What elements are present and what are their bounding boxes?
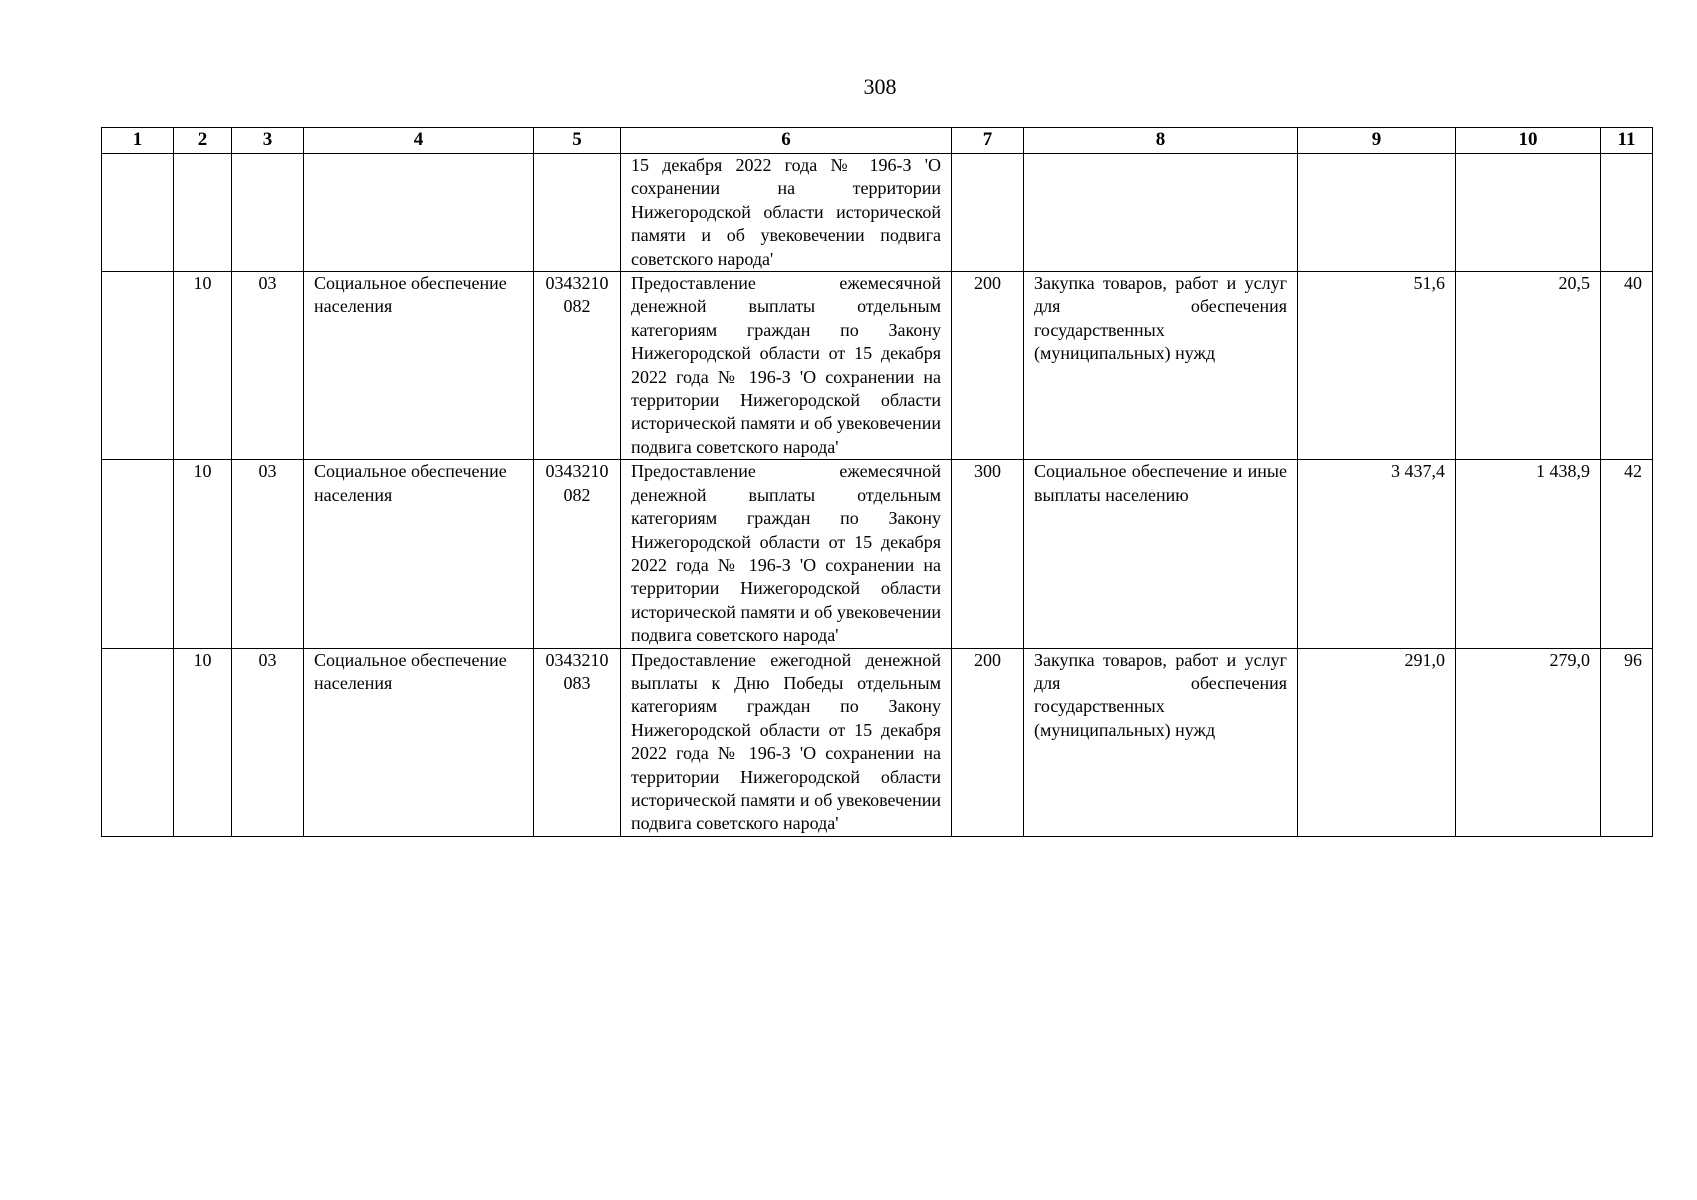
- header-col-6: 6: [621, 128, 952, 154]
- header-col-3: 3: [232, 128, 304, 154]
- expense-type-name: Закупка товаров, работ и услуг для обеспечения государственных (муниципальных) нужд: [1024, 272, 1298, 460]
- expense-type-code: 200: [952, 272, 1024, 460]
- expense-description: Предоставление ежемесячной денежной выплаты отдельным категориям граждан по Закону Нижегородской области от 15 декабря 2022 года № 196-З 'О сохранении на территории Нижегородской области исторической памяти и об увековечении подвига советского народа': [621, 272, 952, 460]
- header-col-2: 2: [174, 128, 232, 154]
- continuation-description: 15 декабря 2022 года № 196-З 'О сохранении на территории Нижегородской области исторической памяти и об увековечении подвига советского народа': [621, 154, 952, 272]
- header-col-4: 4: [304, 128, 534, 154]
- table-row: [102, 272, 1653, 460]
- subsection-code: 03: [232, 648, 304, 836]
- section-name: Социальное обеспечение населения: [304, 272, 534, 460]
- table-row: [102, 648, 1653, 836]
- header-col-8: 8: [1024, 128, 1298, 154]
- header-col-1: 1: [102, 128, 174, 154]
- value-col-11: 40: [1601, 272, 1653, 460]
- target-article-code: 0343210083: [534, 648, 621, 836]
- target-article-code: 0343210082: [534, 460, 621, 648]
- section-code: 10: [174, 460, 232, 648]
- page-number: 308: [863, 74, 897, 99]
- table-row: [102, 460, 1653, 648]
- section-name: Социальное обеспечение населения: [304, 460, 534, 648]
- header-col-10: 10: [1456, 128, 1601, 154]
- table-row-continuation: [102, 154, 1653, 272]
- expense-type-name: Закупка товаров, работ и услуг для обеспечения государственных (муниципальных) нужд: [1024, 648, 1298, 836]
- value-col-10: 279,0: [1456, 648, 1601, 836]
- section-code: 10: [174, 648, 232, 836]
- expense-type-code: 200: [952, 648, 1024, 836]
- expense-type-code: 300: [952, 460, 1024, 648]
- header-col-9: 9: [1298, 128, 1456, 154]
- target-article-code: 0343210082: [534, 272, 621, 460]
- subsection-code: 03: [232, 272, 304, 460]
- value-col-11: 42: [1601, 460, 1653, 648]
- expense-type-name: Социальное обеспечение и иные выплаты населению: [1024, 460, 1298, 648]
- expense-description: Предоставление ежемесячной денежной выплаты отдельным категориям граждан по Закону Нижегородской области от 15 декабря 2022 года № 196-З 'О сохранении на территории Нижегородской области исторической памяти и об увековечении подвига советского народа': [621, 460, 952, 648]
- table-header-row: [102, 128, 1653, 154]
- budget-table: [101, 127, 1653, 837]
- section-name: Социальное обеспечение населения: [304, 648, 534, 836]
- value-col-9: 3 437,4: [1298, 460, 1456, 648]
- header-col-11: 11: [1601, 128, 1653, 154]
- value-col-10: 20,5: [1456, 272, 1601, 460]
- value-col-11: 96: [1601, 648, 1653, 836]
- header-col-7: 7: [952, 128, 1024, 154]
- header-col-5: 5: [534, 128, 621, 154]
- subsection-code: 03: [232, 460, 304, 648]
- expense-description: Предоставление ежегодной денежной выплаты к Дню Победы отдельным категориям граждан по Закону Нижегородской области от 15 декабря 2022 года № 196-З 'О сохранении на территории Нижегородской области исторической памяти и об увековечении подвига советского народа': [621, 648, 952, 836]
- section-code: 10: [174, 272, 232, 460]
- value-col-9: 51,6: [1298, 272, 1456, 460]
- value-col-10: 1 438,9: [1456, 460, 1601, 648]
- value-col-9: 291,0: [1298, 648, 1456, 836]
